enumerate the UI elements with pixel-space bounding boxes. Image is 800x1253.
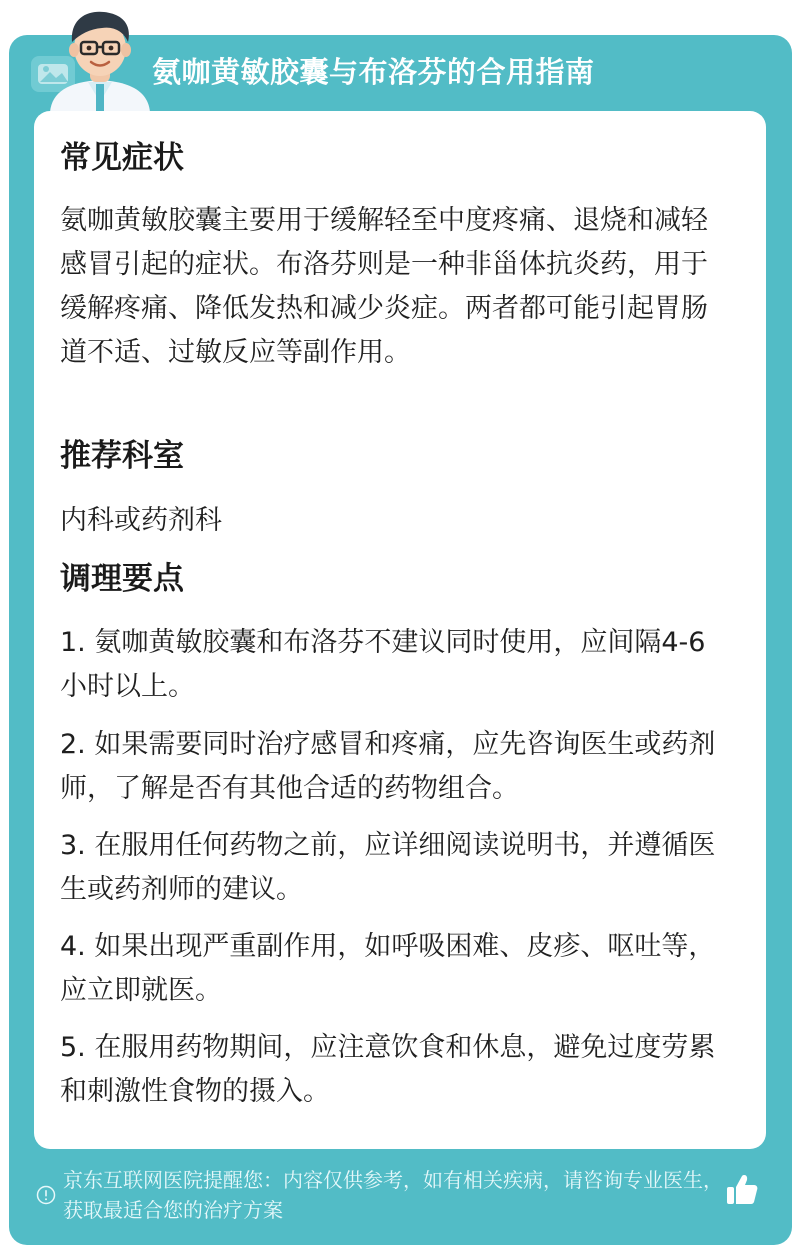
page-title: 氨咖黄敏胶囊与布洛芬的合用指南 — [152, 55, 595, 89]
thumbs-up-icon[interactable] — [724, 1172, 760, 1208]
department-text: 内科或药剂科 — [60, 505, 222, 536]
care-item: 5. 在服用药物期间，应注意饮食和休息，避免过度劳累和刺激性食物的摄入。 — [60, 1032, 716, 1107]
department-heading: 推荐科室 — [60, 438, 184, 474]
care-item: 4. 如果出现严重副作用，如呼吸困难、皮疹、呕吐等，应立即就医。 — [60, 931, 716, 1006]
info-icon — [36, 1185, 56, 1205]
care-item: 3. 在服用任何药物之前，应详细阅读说明书，并遵循医生或药剂师的建议。 — [60, 830, 716, 905]
symptoms-heading: 常见症状 — [60, 140, 184, 176]
care-item: 1. 氨咖黄敏胶囊和布洛芬不建议同时使用，应间隔4-6小时以上。 — [60, 627, 706, 702]
care-item: 2. 如果需要同时治疗感冒和疼痛，应先咨询医生或药剂师，了解是否有其他合适的药物组合。 — [60, 729, 716, 804]
disclaimer-text: 京东互联网医院提醒您：内容仅供参考，如有相关疾病，请咨询专业医生，获取最适合您的治疗方案 — [63, 1168, 723, 1222]
doctor-avatar — [44, 6, 156, 112]
symptoms-text: 氨咖黄敏胶囊主要用于缓解轻至中度疼痛、退烧和减轻感冒引起的症状。布洛芬则是一种非甾体抗炎药，用于缓解疼痛、降低发热和减少炎症。两者都可能引起胃肠道不适、过敏反应等副作用。 — [60, 205, 708, 368]
care-heading: 调理要点 — [60, 561, 184, 597]
content-panel — [34, 111, 766, 1149]
